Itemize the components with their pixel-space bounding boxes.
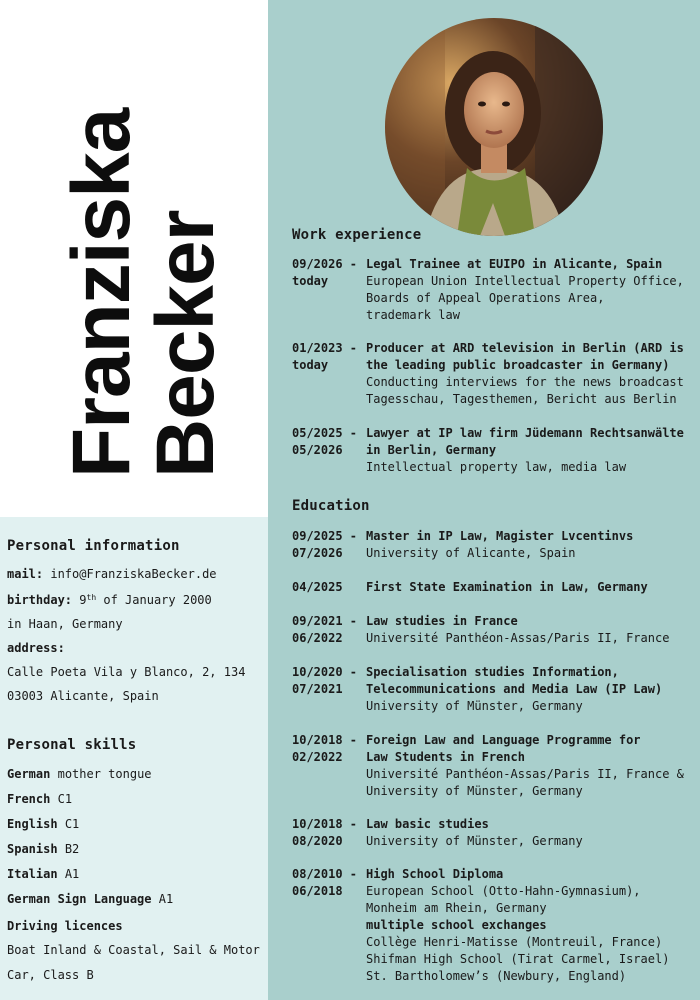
birthday-suffix: th bbox=[86, 593, 97, 602]
education-description: University of Münster, Germany bbox=[366, 699, 583, 713]
birthplace: in Haan, Germany bbox=[7, 617, 123, 631]
candidate-name bbox=[56, 58, 231, 478]
language-name: French bbox=[7, 792, 51, 806]
language-name: English bbox=[7, 817, 58, 831]
education-entry bbox=[292, 732, 692, 800]
education-details bbox=[366, 866, 692, 985]
language-name: German Sign Language bbox=[7, 892, 152, 906]
birthday-line bbox=[7, 586, 265, 612]
education-description: University of Münster, Germany bbox=[366, 784, 583, 798]
education-details bbox=[366, 816, 692, 850]
education-details bbox=[366, 579, 692, 596]
education-title: High School Diploma bbox=[366, 867, 504, 881]
education-title: Telecommunications and Media Law (IP Law) bbox=[366, 682, 663, 696]
education-dates: 04/2025 bbox=[292, 580, 343, 594]
education-entry bbox=[292, 664, 692, 715]
education-entry bbox=[292, 579, 692, 596]
education-entry bbox=[292, 816, 692, 850]
language-level: A1 bbox=[64, 867, 80, 881]
work-description: European Union Intellectual Property Office, bbox=[366, 274, 684, 288]
education-title: Specialisation studies Information, bbox=[366, 665, 619, 679]
education-description: European School (Otto-Hahn-Gymnasium), bbox=[366, 884, 641, 898]
work-title: in Berlin, Germany bbox=[366, 443, 497, 457]
education-details bbox=[366, 732, 692, 800]
language-item bbox=[7, 837, 265, 862]
education-entry bbox=[292, 528, 692, 562]
education-sub-description: Shifman High School (Tirat Carmel, Israel) bbox=[366, 952, 670, 966]
language-item bbox=[7, 787, 265, 812]
education-entry bbox=[292, 866, 692, 985]
work-title: Producer at ARD television in Berlin (ARD is bbox=[366, 341, 684, 355]
language-list bbox=[7, 762, 265, 912]
work-title: Lawyer at IP law firm Jüdemann Rechtsanwälte bbox=[366, 426, 684, 440]
address-line-1: Calle Poeta Vila y Blanco, 2, 134 bbox=[7, 665, 246, 679]
mail-label: mail: bbox=[7, 567, 44, 581]
education-description: Université Panthéon-Assas/Paris II, France & bbox=[366, 767, 684, 781]
first-name: Franziska bbox=[56, 108, 147, 478]
education-title: Law basic studies bbox=[366, 817, 489, 831]
education-dates: 10/2020 - 07/2021 bbox=[292, 665, 358, 696]
address-label: address: bbox=[7, 641, 65, 655]
education-dates: 09/2025 - 07/2026 bbox=[292, 529, 358, 560]
work-description: Intellectual property law, media law bbox=[366, 460, 627, 474]
last-name: Becker bbox=[140, 210, 231, 478]
language-level: C1 bbox=[57, 792, 73, 806]
work-description: Conducting interviews for the news broadcast bbox=[366, 375, 684, 389]
skills-section bbox=[7, 737, 265, 988]
education-details bbox=[366, 664, 692, 715]
education-description: University of Alicante, Spain bbox=[366, 546, 576, 560]
birthday-label: birthday: bbox=[7, 593, 73, 607]
education-title: Foreign Law and Language Programme for bbox=[366, 733, 641, 747]
birthday-rest: of January 2000 bbox=[103, 593, 212, 607]
address-line-2: 03003 Alicante, Spain bbox=[7, 689, 159, 703]
personal-info-title: Personal information bbox=[7, 538, 180, 554]
education-sub-description: St. Bartholomew’s (Newbury, England) bbox=[366, 969, 627, 983]
language-level: mother tongue bbox=[57, 767, 152, 781]
work-entry bbox=[292, 256, 692, 324]
work-description: Boards of Appeal Operations Area, bbox=[366, 291, 605, 305]
education-title: First State Examination in Law, Germany bbox=[366, 580, 648, 594]
portrait-photo bbox=[385, 18, 603, 236]
driving-list bbox=[7, 938, 265, 988]
language-level: B2 bbox=[64, 842, 80, 856]
work-dates: 01/2023 - today bbox=[292, 341, 358, 372]
work-title: Work experience bbox=[292, 227, 422, 243]
education-description: Université Panthéon-Assas/Paris II, France bbox=[366, 631, 670, 645]
language-name: German bbox=[7, 767, 51, 781]
education-title: Law Students in French bbox=[366, 750, 525, 764]
work-title: Legal Trainee at EUIPO in Alicante, Spain bbox=[366, 257, 663, 271]
education-dates: 09/2021 - 06/2022 bbox=[292, 614, 358, 645]
language-name: Italian bbox=[7, 867, 58, 881]
education-details bbox=[366, 528, 692, 562]
work-dates: 05/2025 - 05/2026 bbox=[292, 426, 358, 457]
education-dates: 08/2010 - 06/2018 bbox=[292, 867, 358, 898]
education-dates: 10/2018 - 08/2020 bbox=[292, 817, 358, 848]
work-description: Tagesschau, Tagesthemen, Bericht aus Berlin bbox=[366, 392, 677, 406]
work-description: trademark law bbox=[366, 308, 460, 322]
work-details bbox=[366, 340, 692, 408]
education-title: Master in IP Law, Magister Lvcentinvs bbox=[366, 529, 634, 543]
language-level: C1 bbox=[64, 817, 80, 831]
education-dates: 10/2018 - 02/2022 bbox=[292, 733, 358, 764]
personal-info-section bbox=[7, 538, 265, 708]
driving-title: Driving licences bbox=[7, 919, 123, 933]
driving-licence-item: Boat Inland & Coastal, Sail & Motor bbox=[7, 943, 260, 957]
language-item bbox=[7, 887, 265, 912]
language-item bbox=[7, 762, 265, 787]
work-dates: 09/2026 - today bbox=[292, 257, 358, 288]
work-entry bbox=[292, 340, 692, 408]
education-title: Law studies in France bbox=[366, 614, 518, 628]
mail-line bbox=[7, 562, 265, 586]
language-item bbox=[7, 812, 265, 837]
education-sub-description: Collège Henri-Matisse (Montreuil, France) bbox=[366, 935, 663, 949]
mail-link[interactable]: info@FranziskaBecker.de bbox=[50, 567, 217, 581]
work-title: the leading public broadcaster in Germany) bbox=[366, 358, 670, 372]
work-details bbox=[366, 256, 692, 324]
education-description: Monheim am Rhein, Germany bbox=[366, 901, 547, 915]
language-item bbox=[7, 862, 265, 887]
skills-title: Personal skills bbox=[7, 737, 137, 753]
work-details bbox=[366, 425, 692, 476]
birthday-day: 9 bbox=[79, 593, 87, 607]
education-subtitle: multiple school exchanges bbox=[366, 918, 547, 932]
language-level: A1 bbox=[158, 892, 174, 906]
education-entry bbox=[292, 613, 692, 647]
education-details bbox=[366, 613, 692, 647]
driving-licence-item: Car, Class B bbox=[7, 968, 94, 982]
education-title: Education bbox=[292, 498, 370, 514]
language-name: Spanish bbox=[7, 842, 58, 856]
education-description: University of Münster, Germany bbox=[366, 834, 583, 848]
work-entry bbox=[292, 425, 692, 476]
